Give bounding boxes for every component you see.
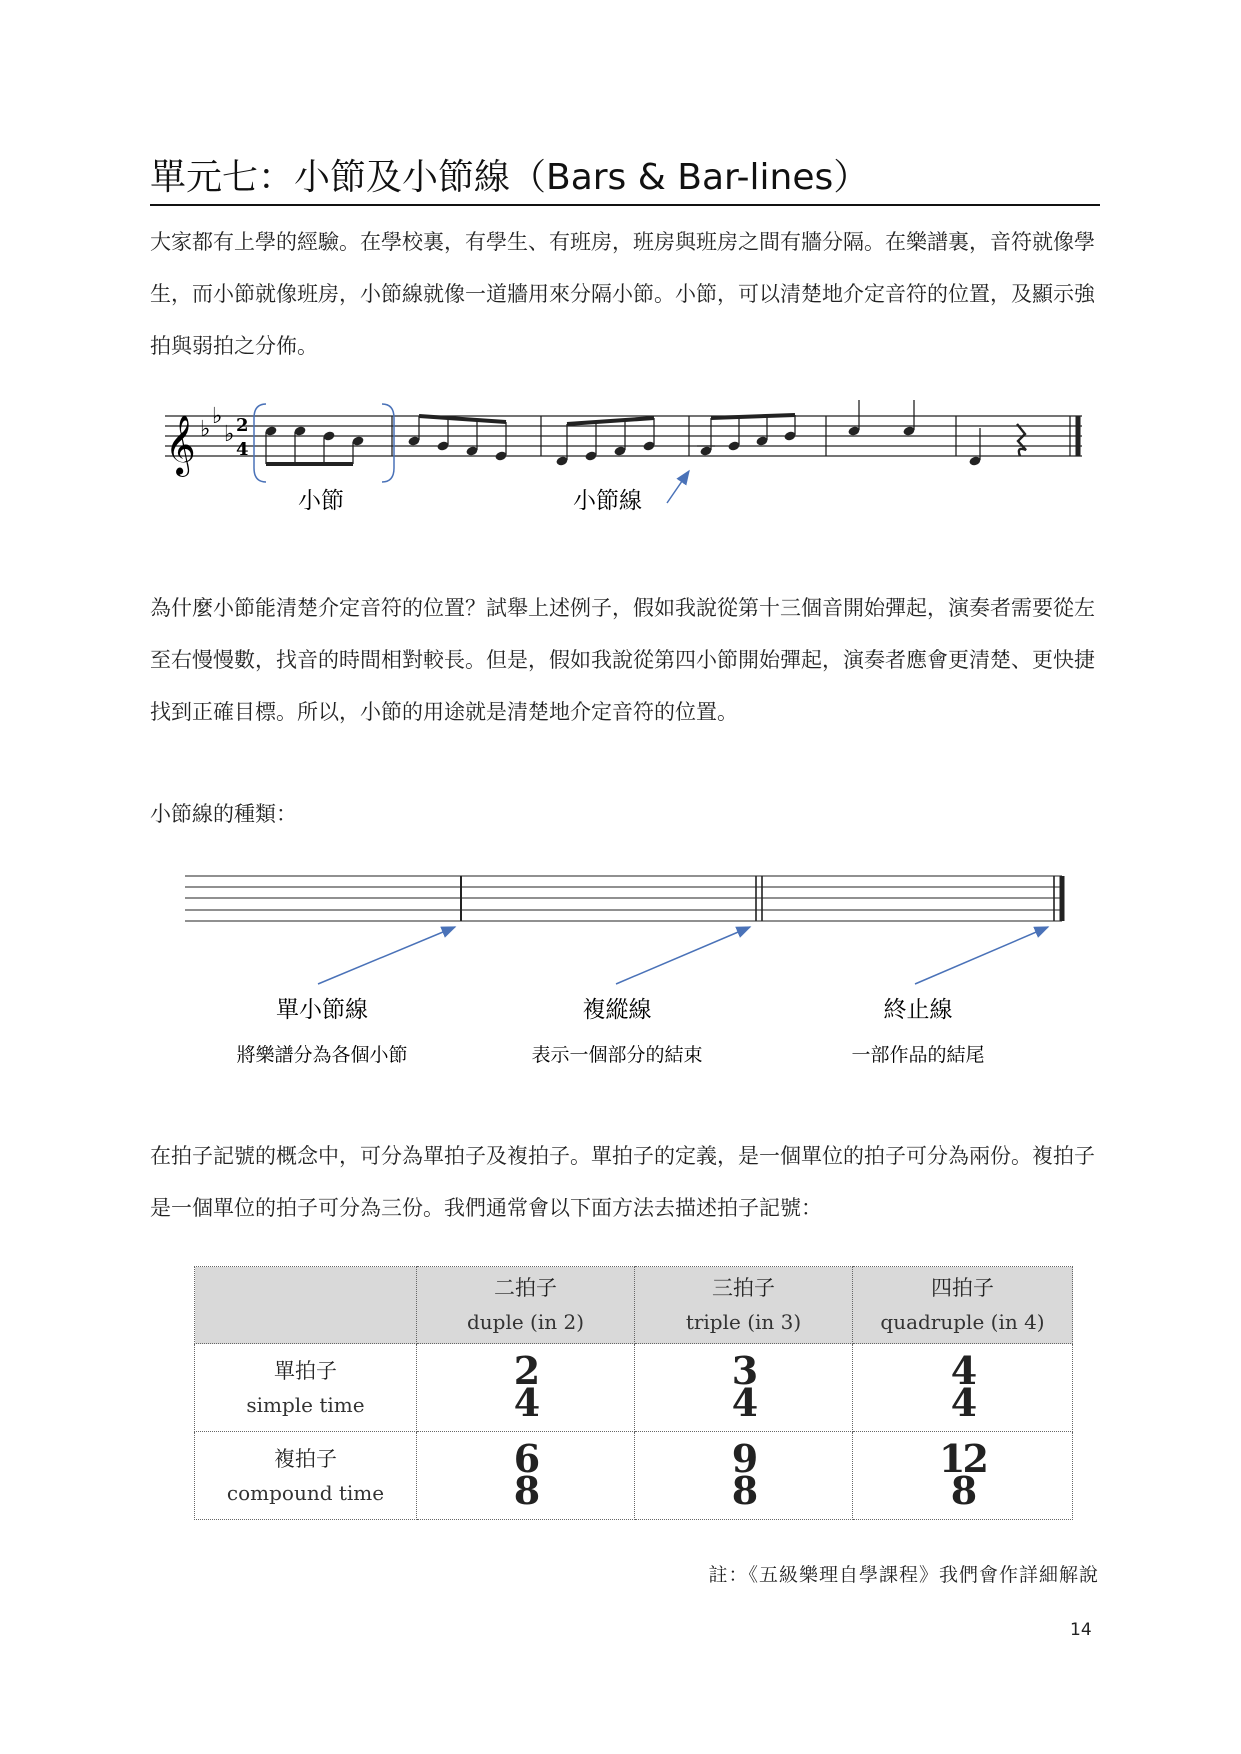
time-signature: 9 8 [731,1436,756,1513]
page-title: 單元七：小節及小節線（Bars & Bar-lines） [150,157,870,198]
page-number: 14 [1070,1620,1092,1640]
desc-final-barline: 一部作品的結尾 [851,1044,985,1066]
barline-types-diagram [185,876,1062,1066]
meter-intro-paragraph: 在拍子記號的概念中，可分為單拍子及複拍子。單拍子的定義，是一個單位的拍子可分為兩份。複拍子是一個單位的拍子可分為三份。我們通常會以下面方法去描述拍子記號： [150,1144,1095,1220]
meter-table [194,1266,1073,1520]
arrow-single-barline [318,927,455,984]
key-signature-flats [200,404,234,447]
table-row-header: 複拍子 compound time [195,1432,417,1520]
svg-text:♭: ♭ [200,417,211,442]
measure-2 [407,416,507,462]
time-signature-cell [635,1432,853,1520]
table-header-cell: 三拍子 triple (in 3) [635,1267,853,1344]
score-example [165,400,1082,514]
table-header-cell: 四拍子 quadruple (in 4) [853,1267,1073,1344]
time-signature: 2 4 [513,1348,538,1425]
time-sig-top: 2 [236,415,249,436]
time-sig-bottom: 4 [236,439,249,460]
table-row [195,1344,1073,1432]
intro-paragraph: 大家都有上學的經驗。在學校裏，有學生、有班房，班房與班房之間有牆分隔。在樂譜裏，音符就像學生，而小節就像班房，小節線就像一道牆用來分隔小節。小節，可以清楚地介定音符的位置，及顯示強拍與弱拍之分佈。 [150,230,1095,358]
treble-clef-icon: 𝄞 [165,415,196,475]
barline-types-heading: 小節線的種類： [150,802,297,826]
table-corner-cell [195,1267,417,1344]
time-signature: 12 8 [939,1436,986,1513]
table-header-row [195,1267,1073,1344]
label-bar: 小節 [298,488,344,514]
svg-text:♭: ♭ [224,422,235,447]
desc-double-barline: 表示一個部分的結束 [531,1044,703,1066]
measure-5 [847,400,915,437]
table-header-cell: 二拍子 duple (in 2) [417,1267,635,1344]
quarter-rest-icon [1017,424,1026,456]
time-signature-cell [635,1344,853,1432]
label-final-barline: 終止線 [883,997,953,1023]
label-double-barline: 複縱線 [582,997,652,1023]
label-barline: 小節線 [573,488,642,514]
time-signature: 3 4 [731,1348,756,1425]
label-single-barline: 單小節線 [276,997,368,1023]
desc-single-barline: 將樂譜分為各個小節 [236,1044,408,1066]
footnote: 註：《五級樂理自學課程》我們會作詳細解說 [708,1564,1099,1586]
measure-3 [555,418,655,467]
time-signature: 4 4 [950,1348,975,1425]
arrow-final-barline [915,927,1048,984]
svg-text:♭: ♭ [212,404,223,429]
measure-6 [968,424,1026,467]
arrow-double-barline [616,927,750,984]
time-signature: 6 8 [513,1436,538,1513]
time-signature-cell [853,1344,1073,1432]
measure-1 [264,425,364,464]
barline-arrow [667,471,689,503]
table-row-header: 單拍子 simple time [195,1344,417,1432]
table-row [195,1432,1073,1520]
time-signature-cell [853,1432,1073,1520]
time-signature-cell [417,1344,635,1432]
time-signature-cell [417,1432,635,1520]
why-paragraph: 為什麼小節能清楚介定音符的位置？試舉上述例子，假如我說從第十三個音開始彈起，演奏者需要從左至右慢慢數，找音的時間相對較長。但是，假如我說從第四小節開始彈起，演奏者應會更清楚、更快捷找到正確目標。所以，小節的用途就是清楚地介定音符的位置。 [150,596,1095,724]
